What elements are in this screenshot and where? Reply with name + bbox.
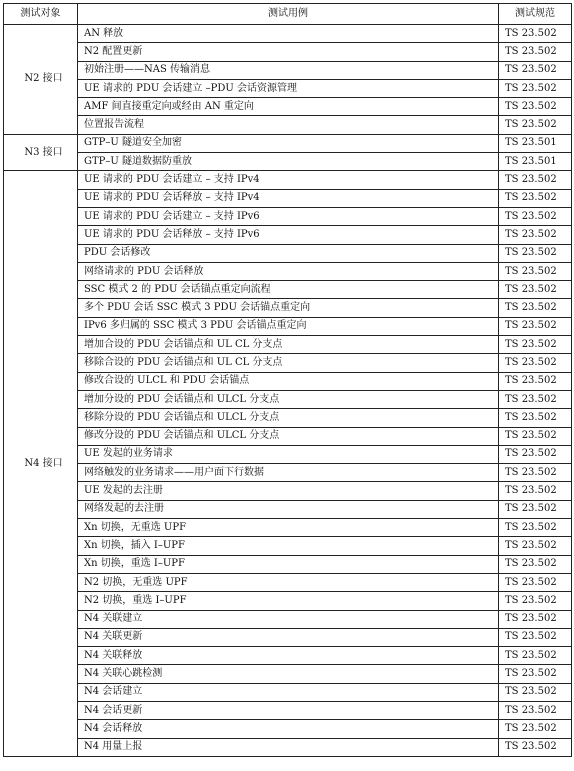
test-case-cell: AN 释放: [78, 25, 499, 43]
test-spec-cell: TS 23.502: [499, 79, 572, 97]
test-case-cell: N4 会话更新: [78, 701, 499, 719]
test-spec-cell: TS 23.502: [499, 390, 572, 408]
test-spec-cell: TS 23.502: [499, 262, 572, 280]
test-object-cell: N4 接口: [4, 171, 78, 757]
test-case-cell: 网络触发的业务请求——用户面下行数据: [78, 464, 499, 482]
table-row: [4, 665, 572, 683]
test-case-cell: 初始注册——NAS 传输消息: [78, 61, 499, 79]
test-spec-cell: TS 23.502: [499, 189, 572, 207]
test-spec-cell: TS 23.502: [499, 500, 572, 518]
test-spec-cell: TS 23.502: [499, 610, 572, 628]
test-spec-cell: TS 23.502: [499, 281, 572, 299]
table-row: [4, 299, 572, 317]
test-spec-table: [3, 3, 572, 757]
test-spec-cell: TS 23.502: [499, 171, 572, 189]
test-case-cell: N4 会话建立: [78, 683, 499, 701]
test-case-cell: 网络请求的 PDU 会话释放: [78, 262, 499, 280]
header-object: 测试对象: [4, 4, 78, 25]
table-row: [4, 244, 572, 262]
table-row: [4, 336, 572, 354]
table-row: [4, 537, 572, 555]
table-row: [4, 153, 572, 171]
table-row: [4, 738, 572, 756]
table-row: [4, 500, 572, 518]
table-row: [4, 372, 572, 390]
test-case-cell: N4 关联建立: [78, 610, 499, 628]
test-case-cell: UE 请求的 PDU 会话释放 – 支持 IPv4: [78, 189, 499, 207]
test-case-cell: UE 请求的 PDU 会话建立 – 支持 IPv6: [78, 207, 499, 225]
test-case-cell: N2 配置更新: [78, 43, 499, 61]
table-row: [4, 628, 572, 646]
test-spec-cell: TS 23.502: [499, 61, 572, 79]
test-spec-cell: TS 23.502: [499, 647, 572, 665]
table-row: [4, 701, 572, 719]
table-row: [4, 171, 572, 189]
table-row: [4, 317, 572, 335]
table-row: [4, 390, 572, 408]
test-spec-cell: TS 23.502: [499, 25, 572, 43]
table-row: [4, 427, 572, 445]
table-row: [4, 464, 572, 482]
test-spec-cell: TS 23.502: [499, 427, 572, 445]
test-case-cell: N4 用量上报: [78, 738, 499, 756]
test-case-cell: N2 切换，重选 I–UPF: [78, 592, 499, 610]
test-spec-cell: TS 23.501: [499, 134, 572, 152]
table-row: [4, 226, 572, 244]
table-row: [4, 43, 572, 61]
table-row: [4, 445, 572, 463]
test-spec-cell: TS 23.502: [499, 628, 572, 646]
table-row: [4, 720, 572, 738]
test-spec-cell: TS 23.502: [499, 573, 572, 591]
test-spec-cell: TS 23.502: [499, 116, 572, 134]
test-case-cell: Xn 切换，无重选 UPF: [78, 519, 499, 537]
test-case-cell: GTP–U 隧道数据防重放: [78, 153, 499, 171]
test-case-cell: Xn 切换，插入 I–UPF: [78, 537, 499, 555]
table-row: [4, 573, 572, 591]
header-spec: 测试规范: [499, 4, 572, 25]
test-spec-cell: TS 23.502: [499, 665, 572, 683]
test-spec-cell: TS 23.502: [499, 226, 572, 244]
table-row: [4, 592, 572, 610]
header-case: 测试用例: [78, 4, 499, 25]
test-spec-cell: TS 23.502: [499, 537, 572, 555]
table-row: [4, 98, 572, 116]
table-body: [4, 25, 572, 757]
test-spec-cell: TS 23.502: [499, 317, 572, 335]
test-spec-cell: TS 23.502: [499, 207, 572, 225]
table-row: [4, 207, 572, 225]
test-spec-cell: TS 23.502: [499, 299, 572, 317]
test-case-cell: UE 请求的 PDU 会话建立 –PDU 会话资源管理: [78, 79, 499, 97]
table-row: [4, 409, 572, 427]
table-row: [4, 116, 572, 134]
test-case-cell: N4 会话释放: [78, 720, 499, 738]
test-spec-cell: TS 23.501: [499, 153, 572, 171]
test-case-cell: SSC 模式 2 的 PDU 会话锚点重定向流程: [78, 281, 499, 299]
test-spec-cell: TS 23.502: [499, 720, 572, 738]
table-row: [4, 683, 572, 701]
table-row: [4, 610, 572, 628]
test-spec-cell: TS 23.502: [499, 701, 572, 719]
test-case-cell: UE 发起的业务请求: [78, 445, 499, 463]
test-case-cell: 增加合设的 PDU 会话锚点和 UL CL 分支点: [78, 336, 499, 354]
test-spec-cell: TS 23.502: [499, 445, 572, 463]
table-row: [4, 79, 572, 97]
table-row: [4, 61, 572, 79]
test-spec-cell: TS 23.502: [499, 683, 572, 701]
header-row: [4, 4, 572, 25]
test-spec-cell: TS 23.502: [499, 738, 572, 756]
test-spec-cell: TS 23.502: [499, 372, 572, 390]
test-case-cell: AMF 间直接重定向或经由 AN 重定向: [78, 98, 499, 116]
test-case-cell: 增加分设的 PDU 会话锚点和 ULCL 分支点: [78, 390, 499, 408]
test-case-cell: UE 请求的 PDU 会话建立 – 支持 IPv4: [78, 171, 499, 189]
test-object-cell: N2 接口: [4, 25, 78, 135]
test-case-cell: 修改分设的 PDU 会话锚点和 ULCL 分支点: [78, 427, 499, 445]
test-spec-cell: TS 23.502: [499, 244, 572, 262]
test-case-cell: 位置报告流程: [78, 116, 499, 134]
test-case-cell: N2 切换，无重选 UPF: [78, 573, 499, 591]
test-spec-cell: TS 23.502: [499, 354, 572, 372]
test-case-cell: 网络发起的去注册: [78, 500, 499, 518]
test-case-cell: 修改合设的 ULCL 和 PDU 会话锚点: [78, 372, 499, 390]
test-spec-cell: TS 23.502: [499, 592, 572, 610]
test-case-cell: UE 请求的 PDU 会话释放 – 支持 IPv6: [78, 226, 499, 244]
test-object-cell: N3 接口: [4, 134, 78, 171]
test-case-cell: N4 关联更新: [78, 628, 499, 646]
test-case-cell: UE 发起的去注册: [78, 482, 499, 500]
table-row: [4, 519, 572, 537]
table-row: [4, 354, 572, 372]
test-case-cell: 移除分设的 PDU 会话锚点和 ULCL 分支点: [78, 409, 499, 427]
table-row: [4, 555, 572, 573]
test-case-cell: 移除合设的 PDU 会话锚点和 UL CL 分支点: [78, 354, 499, 372]
table-row: [4, 25, 572, 43]
test-spec-cell: TS 23.502: [499, 43, 572, 61]
test-case-cell: IPv6 多归属的 SSC 模式 3 PDU 会话锚点重定向: [78, 317, 499, 335]
table-row: [4, 482, 572, 500]
test-case-cell: N4 关联释放: [78, 647, 499, 665]
test-spec-cell: TS 23.502: [499, 519, 572, 537]
test-case-cell: Xn 切换，重选 I–UPF: [78, 555, 499, 573]
test-case-cell: N4 关联心跳检测: [78, 665, 499, 683]
table-row: [4, 189, 572, 207]
test-spec-cell: TS 23.502: [499, 555, 572, 573]
test-spec-cell: TS 23.502: [499, 336, 572, 354]
table-row: [4, 281, 572, 299]
test-spec-cell: TS 23.502: [499, 464, 572, 482]
test-case-cell: GTP–U 隧道安全加密: [78, 134, 499, 152]
test-spec-cell: TS 23.502: [499, 98, 572, 116]
table-row: [4, 134, 572, 152]
table-row: [4, 647, 572, 665]
test-spec-cell: TS 23.502: [499, 482, 572, 500]
test-spec-cell: TS 23.502: [499, 409, 572, 427]
test-case-cell: 多个 PDU 会话 SSC 模式 3 PDU 会话锚点重定向: [78, 299, 499, 317]
table-row: [4, 262, 572, 280]
test-case-cell: PDU 会话修改: [78, 244, 499, 262]
